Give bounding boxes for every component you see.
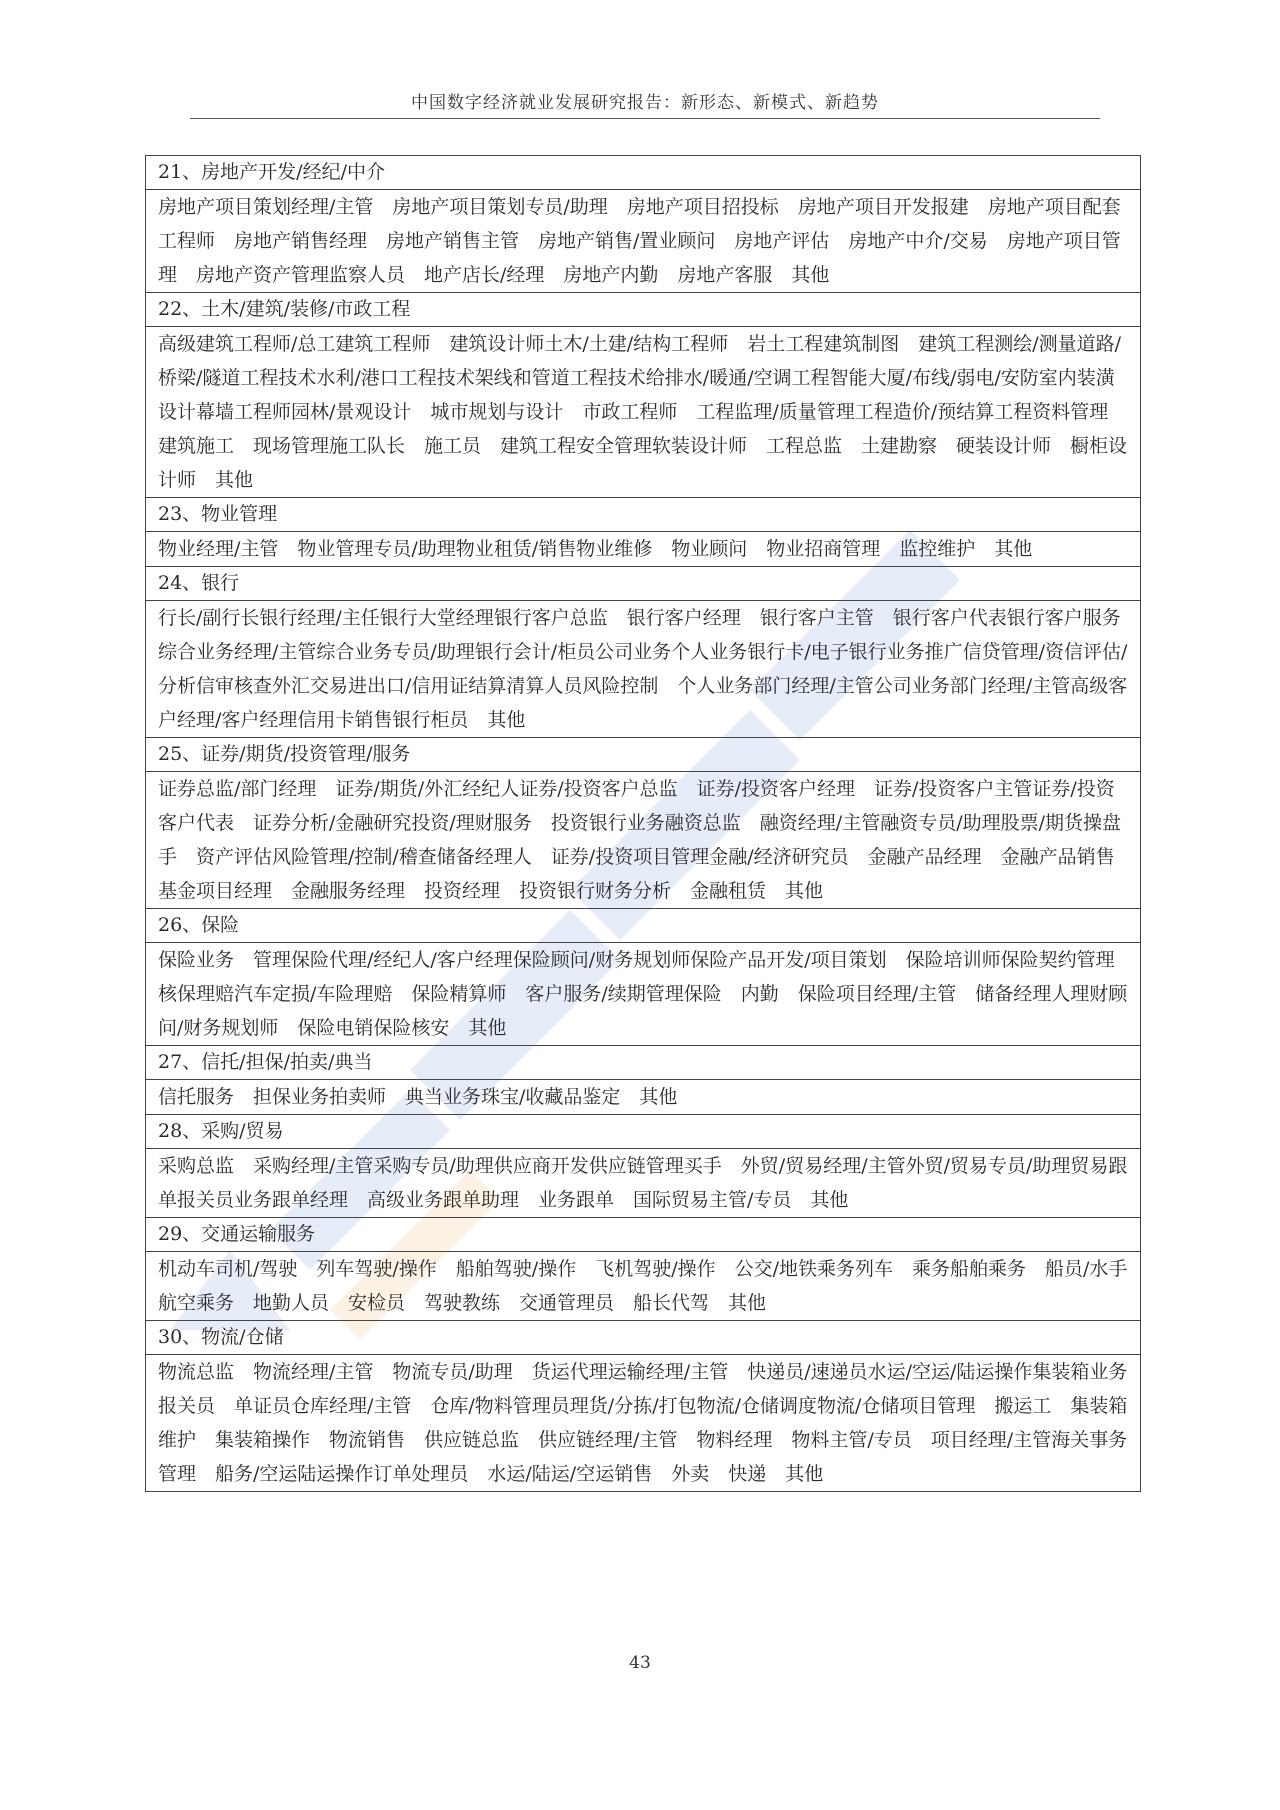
- table-row: [146, 1321, 1141, 1355]
- table-row: [146, 498, 1141, 532]
- section-content: 机动车司机/驾驶 列车驾驶/操作 船舶驾驶/操作 飞机驾驶/操作 公交/地铁乘务列车 乘务船舶乘务 船员/水手 航空乘务 地勤人员 安检员 驾驶教练 交通管理员 船长代驾 其他: [146, 1252, 1141, 1321]
- section-heading: 29、交通运输服务: [146, 1218, 1141, 1252]
- table-row: [146, 738, 1141, 772]
- section-heading: 26、保险: [146, 909, 1141, 943]
- table-row: [146, 1218, 1141, 1252]
- table-row: [146, 293, 1141, 327]
- table-row: [146, 1080, 1141, 1115]
- header-divider: [190, 118, 1100, 119]
- section-content: 高级建筑工程师/总工建筑工程师 建筑设计师土木/土建/结构工程师 岩土工程建筑制图 建筑工程测绘/测量道路/桥梁/隧道工程技术水利/港口工程技术架线和管道工程技术给排水/暖通/空调工程智能大厦/布线/弱电/安防室内装潢设计幕墙工程师园林/景观设计 城市规划与设计 市政工程师 工程监理/质量管理工程造价/预结算工程资料管理 建筑施工 现场管理施工队长 施工员 建筑工程安全管理软装设计师 工程总监 土建勘察 硬装设计师 橱柜设计师 其他: [146, 327, 1141, 498]
- table-row: [146, 567, 1141, 601]
- table-row: [146, 943, 1141, 1046]
- section-heading: 21、房地产开发/经纪/中介: [146, 156, 1141, 190]
- section-heading: 25、证券/期货/投资管理/服务: [146, 738, 1141, 772]
- section-content: 采购总监 采购经理/主管采购专员/助理供应商开发供应链管理买手 外贸/贸易经理/主管外贸/贸易专员/助理贸易跟单报关员业务跟单经理 高级业务跟单助理 业务跟单 国际贸易主管/专员 其他: [146, 1149, 1141, 1218]
- section-heading: 27、信托/担保/拍卖/典当: [146, 1046, 1141, 1080]
- job-category-table: [145, 155, 1147, 1492]
- section-heading: 28、采购/贸易: [146, 1115, 1141, 1149]
- page-number: 43: [629, 1653, 651, 1673]
- table-row: [146, 1115, 1141, 1149]
- section-heading: 23、物业管理: [146, 498, 1141, 532]
- table-row: [146, 772, 1141, 909]
- table-row: [146, 1149, 1141, 1218]
- table-row: [146, 1046, 1141, 1080]
- table-row: [146, 532, 1141, 567]
- table-row: [146, 190, 1141, 293]
- section-content: 房地产项目策划经理/主管 房地产项目策划专员/助理 房地产项目招投标 房地产项目开发报建 房地产项目配套工程师 房地产销售经理 房地产销售主管 房地产销售/置业顾问 房地产评估 房地产中介/交易 房地产项目管理 房地产资产管理监察人员 地产店长/经理 房地产内勤 房地产客服 其他: [146, 190, 1141, 293]
- section-content: 物业经理/主管 物业管理专员/助理物业租赁/销售物业维修 物业顾问 物业招商管理 监控维护 其他: [146, 532, 1141, 567]
- table-row: [146, 327, 1141, 498]
- section-content: 证券总监/部门经理 证券/期货/外汇经纪人证券/投资客户总监 证券/投资客户经理 证券/投资客户主管证券/投资客户代表 证券分析/金融研究投资/理财服务 投资银行业务融资总监 融资经理/主管融资专员/助理股票/期货操盘手 资产评估风险管理/控制/稽查储备经理人 证券/投资项目管理金融/经济研究员 金融产品经理 金融产品销售 基金项目经理 金融服务经理 投资经理 投资银行财务分析 金融租赁 其他: [146, 772, 1141, 909]
- section-heading: 22、土木/建筑/装修/市政工程: [146, 293, 1141, 327]
- section-content: 物流总监 物流经理/主管 物流专员/助理 货运代理运输经理/主管 快递员/速递员水运/空运/陆运操作集装箱业务报关员 单证员仓库经理/主管 仓库/物料管理员理货/分拣/打包物流/仓储调度物流/仓储项目管理 搬运工 集装箱维护 集装箱操作 物流销售 供应链总监 供应链经理/主管 物料经理 物料主管/专员 项目经理/主管海关事务管理 船务/空运陆运操作订单处理员 水运/陆运/空运销售 外卖 快递 其他: [146, 1355, 1141, 1492]
- section-content: 保险业务 管理保险代理/经纪人/客户经理保险顾问/财务规划师保险产品开发/项目策划 保险培训师保险契约管理 核保理赔汽车定损/车险理赔 保险精算师 客户服务/续期管理保险 内勤 保险项目经理/主管 储备经理人理财顾问/财务规划师 保险电销保险核安 其他: [146, 943, 1141, 1046]
- section-content: 信托服务 担保业务拍卖师 典当业务珠宝/收藏品鉴定 其他: [146, 1080, 1141, 1115]
- section-heading: 30、物流/仓储: [146, 1321, 1141, 1355]
- table-row: [146, 1252, 1141, 1321]
- table-row: [146, 156, 1141, 190]
- table-row: [146, 601, 1141, 738]
- page-header: 中国数字经济就业发展研究报告：新形态、新模式、新趋势: [411, 93, 879, 113]
- section-content: 行长/副行长银行经理/主任银行大堂经理银行客户总监 银行客户经理 银行客户主管 银行客户代表银行客户服务综合业务经理/主管综合业务专员/助理银行会计/柜员公司业务个人业务银行卡/电子银行业务推广信贷管理/资信评估/分析信审核查外汇交易进出口/信用证结算清算人员风险控制 个人业务部门经理/主管公司业务部门经理/主管高级客户经理/客户经理信用卡销售银行柜员 其他: [146, 601, 1141, 738]
- table-row: [146, 1355, 1141, 1492]
- section-heading: 24、银行: [146, 567, 1141, 601]
- table-row: [146, 909, 1141, 943]
